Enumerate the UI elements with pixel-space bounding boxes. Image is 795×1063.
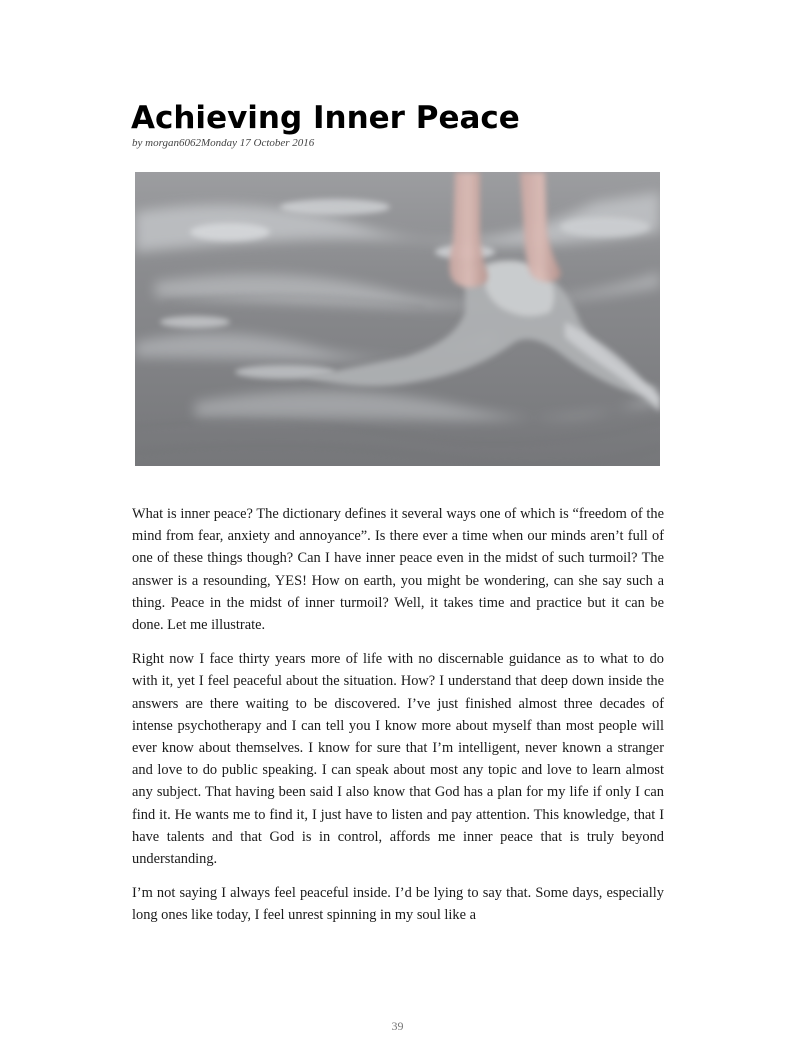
article-title: Achieving Inner Peace [131, 100, 520, 136]
article-paragraph-3: I’m not saying I always feel peaceful inside. I’d be lying to say that. Some days, especially long ones like today, I feel unrest spinning in my soul like a [132, 885, 664, 924]
page-number: 39 [391, 1019, 404, 1033]
article-paragraph-2: Right now I face thirty years more of life with no discernable guidance as to what to do with it, yet I feel peaceful about the situation. How? I understand that deep down inside the answers are there waiting to be discovered. I’ve just finished almost three decades of intense psychotherapy and I can tell you I know more about myself than most people will ever know about themselves. I know for sure that I’m intelligent, never known a stranger and love to do public speaking. I can speak about most any topic and love to learn almost any subject. That having been said I also know that God has a plan for my life if only I can find it. He wants me to find it, I just have to listen and pay attention. This knowledge, that I have talents and that God is in control, affords me inner peace that is truly beyond understanding. [132, 651, 664, 868]
article-paragraph-1: What is inner peace? The dictionary defines it several ways one of which is “freedom of the mind from fear, anxiety and annoyance”. Is there ever a time when our minds aren’t full of one of these things though? Can I have inner peace even in the midst of such turmoil? The answer is a resounding, YES! How on earth, you might be wondering, can she say such a thing. Peace in the midst of inner turmoil? Well, it takes time and practice but it can be done. Let me illustrate. [132, 506, 664, 634]
article-photo [135, 172, 660, 466]
article-body [132, 503, 664, 939]
article-byline: by morgan6062Monday 17 October 2016 [132, 137, 315, 149]
beach-feet-photo [135, 172, 660, 466]
